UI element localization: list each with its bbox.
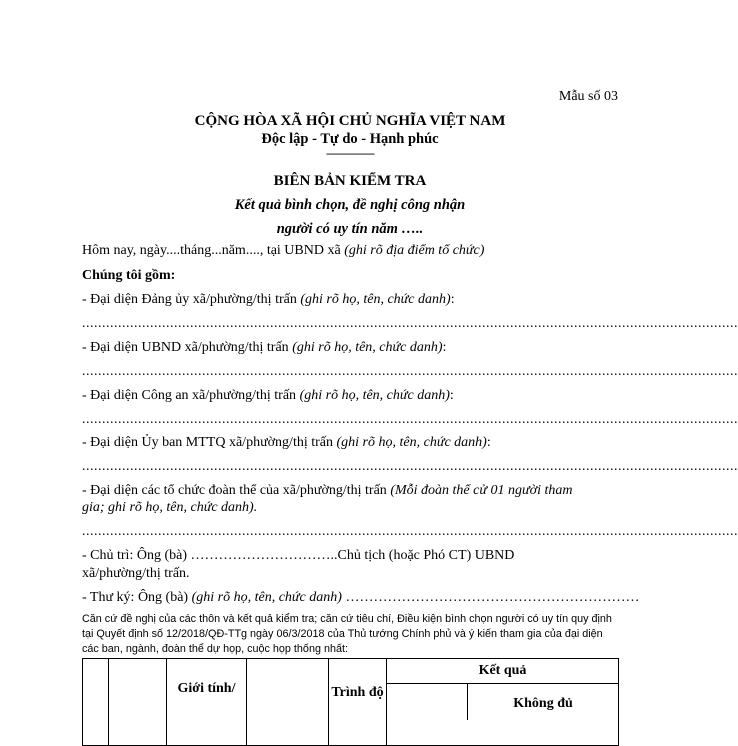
intro-line (82, 243, 484, 259)
intro-text: Hôm nay, ngày....tháng...năm...., tại UBND xã (82, 243, 345, 258)
representative-note: (ghi rõ họ, tên, chức danh) (299, 388, 450, 403)
dotted-fill-line[interactable]: .................................................................................................................................................................... (82, 364, 738, 379)
intro-note: (ghi rõ địa điểm tổ chức) (344, 243, 485, 258)
dotted-fill-line[interactable]: .................................................................................................................................................................... (82, 412, 738, 427)
representative-tail: : (449, 388, 454, 403)
form-number: Mẫu số 03 (558, 89, 618, 104)
results-table (82, 658, 619, 746)
dotted-fill-line[interactable]: .................................................................................................................................................................... (82, 524, 738, 539)
representative-text: - Đại diện các tổ chức đoàn thể của xã/phường/thị trấn (82, 483, 391, 498)
table-header-cell (83, 659, 109, 746)
table-header-gender: Giới tính/ (167, 659, 247, 746)
nation-name: CỘNG HÒA XÃ HỘI CHỦ NGHĨA VIỆT NAM (194, 113, 506, 129)
header-separator: ---------------- (326, 146, 374, 160)
dotted-fill-line[interactable]: .................................................................................................................................................................... (82, 316, 738, 331)
table-header-result-group (387, 659, 619, 746)
secretary-tail: ……………………………………………………… (341, 590, 640, 605)
representative-note: (ghi rõ họ, tên, chức danh) (292, 340, 443, 355)
basis-paragraph: Căn cứ đề nghị của các thôn và kết quả kiểm tra; căn cứ tiêu chí, Điều kiện bình chọn người có uy tín quy định tại Quyết định số 12/2018/QĐ-TTg ngày 06/3/2018 của Thủ tướng Chính phủ và ý kiến tham gia của đại diện các ban, ngành, đoàn thể dự họp, cuộc họp thống nhất: (82, 613, 612, 655)
representative-line (82, 340, 446, 356)
chair-line-continued: xã/phường/thị trấn. (82, 566, 190, 581)
chair-line: - Chủ trì: Ông (bà) …………………………..Chủ tịch (hoặc Phó CT) UBND (82, 548, 515, 563)
document-subtitle-2: người có uy tín năm ….. (276, 221, 424, 237)
representative-text: - Đại diện UBND xã/phường/thị trấn (82, 340, 293, 355)
representative-tail: : (450, 292, 455, 307)
table-header-cell (109, 659, 167, 746)
representative-line (82, 483, 572, 499)
document-title: BIÊN BẢN KIỂM TRA (273, 173, 427, 189)
representative-tail: : (486, 435, 491, 450)
table-header-result: Kết quả (387, 659, 618, 684)
table-subheader-cell (387, 684, 468, 720)
representative-text: - Đại diện Ủy ban MTTQ xã/phường/thị trấn (82, 435, 337, 450)
representative-text: - Đại diện Đảng ủy xã/phường/thị trấn (82, 292, 301, 307)
representative-note: (ghi rõ họ, tên, chức danh) (336, 435, 487, 450)
table-subheader-not-eligible: Không đủ (513, 696, 573, 711)
representative-note: (Mỗi đoàn thể cử 01 người tham (390, 483, 573, 498)
secretary-note: (ghi rõ họ, tên, chức danh) (191, 590, 342, 605)
secretary-text: - Thư ký: Ông (bà) (82, 590, 192, 605)
representative-note: (ghi rõ họ, tên, chức danh) (300, 292, 451, 307)
representative-note-continued: gia; ghi rõ họ, tên, chức danh). (82, 500, 258, 515)
representative-line (82, 292, 455, 308)
document-subtitle-1: Kết quả bình chọn, đề nghị công nhận (234, 197, 466, 213)
secretary-line (82, 590, 639, 606)
table-header-education: Trình độ (329, 659, 387, 746)
attendees-heading: Chúng tôi gồm: (82, 268, 176, 283)
representative-line (82, 388, 454, 404)
representative-line (82, 435, 491, 451)
dotted-fill-line[interactable]: .................................................................................................................................................................... (82, 459, 738, 474)
table-header-cell (247, 659, 329, 746)
representative-tail: : (442, 340, 447, 355)
national-motto: Độc lập - Tự do - Hạnh phúc (261, 131, 439, 147)
representative-text: - Đại diện Công an xã/phường/thị trấn (82, 388, 300, 403)
